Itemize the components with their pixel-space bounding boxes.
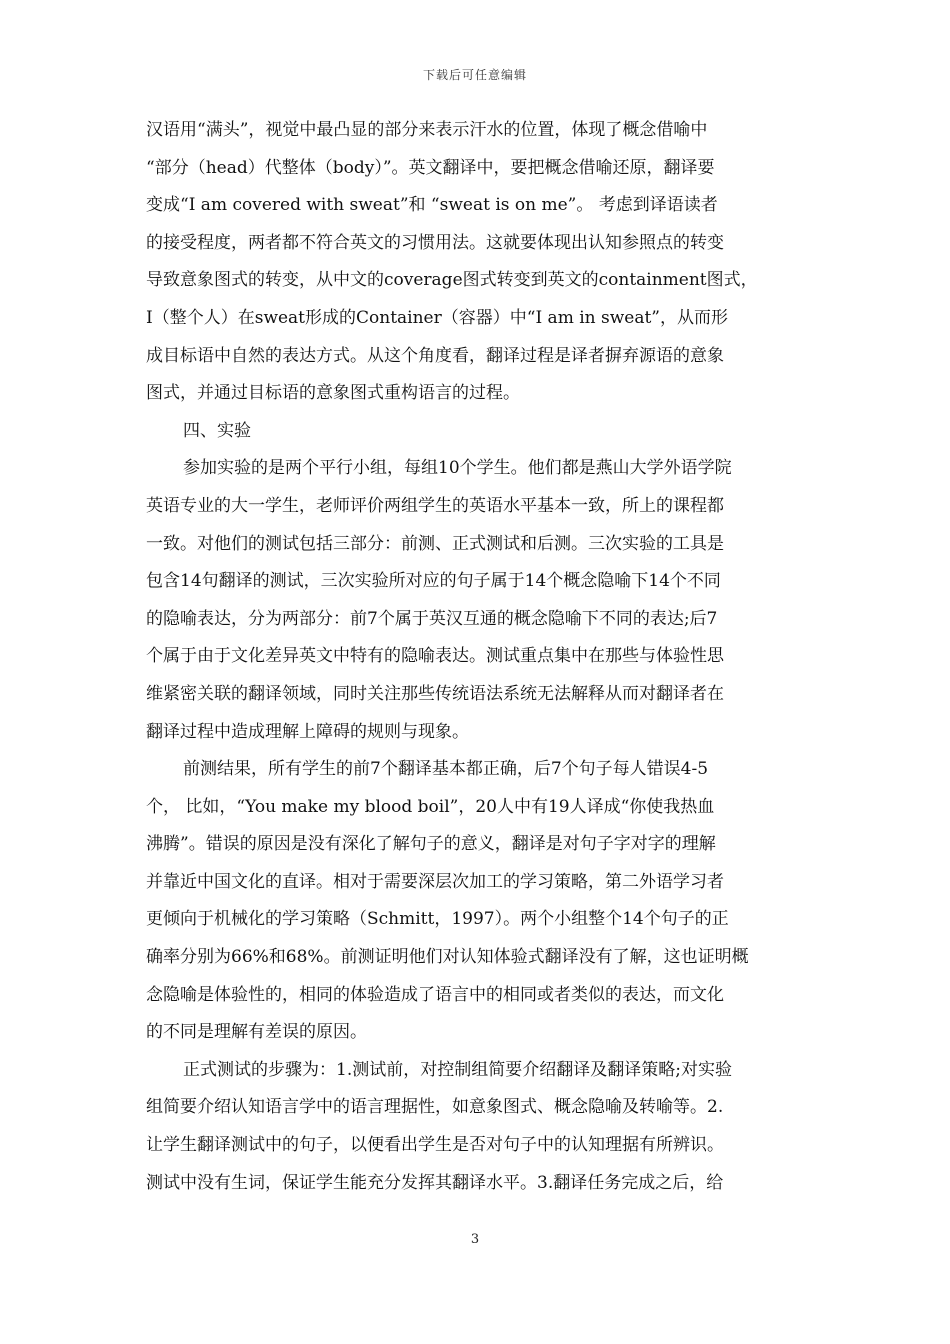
text-line: 包含14句翻译的测试，三次实验所对应的句子属于14个概念隐喻下14个不同 [146,571,721,592]
text-line: 正式测试的步骤为：1.测试前，对控制组简要介绍翻译及翻译策略;对实验 [183,1059,732,1080]
text-line: 组简要介绍认知语言学中的语言理据性，如意象图式、概念隐喻及转喻等。2. [146,1097,724,1118]
page-number: 3 [470,1232,480,1247]
text-line: “部分（head）代整体（body）”。英文翻译中，要把概念借喻还原，翻译要 [146,157,715,178]
text-line: 翻译过程中造成理解上障碍的规则与现象。 [146,721,469,742]
text-line: 个属于由于文化差异英文中特有的隐喻表达。测试重点集中在那些与体验性思 [146,646,724,667]
text-line: 图式，并通过目标语的意象图式重构语言的过程。 [146,383,520,404]
text-line: 的接受程度，两者都不符合英文的习惯用法。这就要体现出认知参照点的转变 [146,232,724,253]
text-line: 变成“I am covered with sweat”和 “sweat is on me”。 考虑到译语读者 [146,195,718,216]
text-line: 导致意象图式的转变，从中文的coverage图式转变到英文的containment图式， [146,270,758,291]
text-line: 确率分别为66%和68%。前测证明他们对认知体验式翻译没有了解，这也证明概 [146,947,749,968]
text-line: 一致。对他们的测试包括三部分：前测、正式测试和后测。三次实验的工具是 [146,533,724,554]
text-line: I（整个人）在sweat形成的Container（容器）中“I am in sweat”，从而形 [146,307,729,328]
text-line: 测试中没有生词，保证学生能充分发挥其翻译水平。3.翻译任务完成之后，给 [146,1172,724,1193]
document-body [146,112,811,1202]
text-line: 的不同是理解有差误的原因。 [146,1022,367,1043]
page-header: 下载后可任意编辑 [422,68,527,82]
text-line: 英语专业的大一学生，老师评价两组学生的英语水平基本一致，所上的课程都 [146,495,724,516]
text-line: 并靠近中国文化的直译。相对于需要深层次加工的学习策略，第二外语学习者 [146,871,724,892]
text-line: 前测结果，所有学生的前7个翻译基本都正确，后7个句子每人错误4-5 [183,759,709,780]
text-line: 让学生翻译测试中的句子，以便看出学生是否对句子中的认知理据有所辨识。 [146,1135,724,1156]
text-line: 更倾向于机械化的学习策略（Schmitt，1997）。两个小组整个14个句子的正 [146,909,729,930]
text-line: 个， 比如，“You make my blood boil”，20人中有19人译成“你使我热血 [146,796,715,817]
text-line: 成目标语中自然的表达方式。从这个角度看，翻译过程是译者摒弃源语的意象 [146,345,724,366]
section-heading: 四、实验 [183,420,251,441]
text-line: 汉语用“满头”，视觉中最凸显的部分来表示汗水的位置，体现了概念借喻中 [146,120,708,140]
text-line: 的隐喻表达，分为两部分：前7个属于英汉互通的概念隐喻下不同的表达;后7 [146,608,718,629]
text-line: 参加实验的是两个平行小组，每组10个学生。他们都是燕山大学外语学院 [183,458,732,479]
text-line: 念隐喻是体验性的，相同的体验造成了语言中的相同或者类似的表达，而文化 [146,984,724,1005]
text-line: 维紧密关联的翻译领域，同时关注那些传统语法系统无法解释从而对翻译者在 [146,683,724,704]
text-line: 沸腾”。错误的原因是没有深化了解句子的意义，翻译是对句子字对字的理解 [146,834,716,855]
